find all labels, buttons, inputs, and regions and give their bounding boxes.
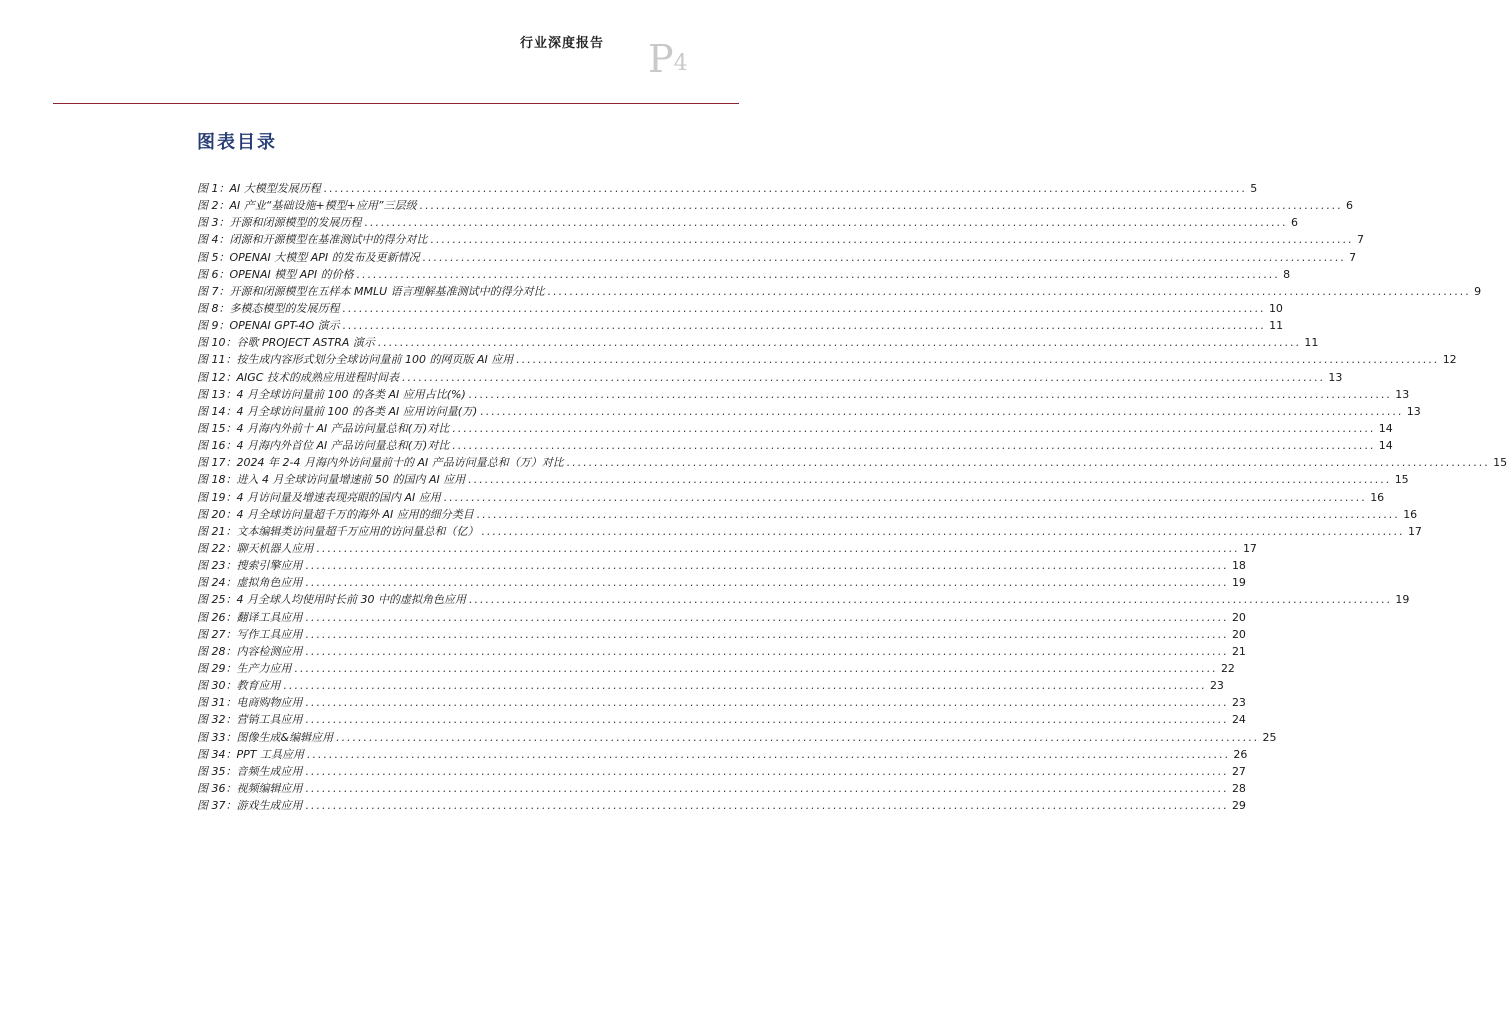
toc-entry-page: 24 [1231,713,1246,727]
toc-leader-dots [306,628,1229,641]
toc-leader-dots [431,233,1354,246]
toc-leader-dots [307,748,1230,761]
toc-entry[interactable] [197,763,1246,780]
toc-entry-label: 图 35：音频生成应用 [197,764,303,778]
toc-leader-dots [336,731,1259,744]
toc-leader-dots [324,182,1247,195]
toc-title: 图表目录 [197,132,277,153]
toc-entry[interactable] [197,489,1385,506]
toc-entry-label: 图 18：进入 4 月全球访问量增速前 50 的国内 AI 应用 [197,473,466,487]
toc-entry[interactable] [197,249,1357,266]
toc-entry-label: 图 27：写作工具应用 [197,627,303,641]
report-type-label: 行业深度报告 [520,36,605,51]
toc-entry-page: 16 [1403,507,1418,521]
toc-entry[interactable] [197,557,1246,574]
toc-leader-dots [306,611,1229,624]
toc-leader-dots [469,388,1392,401]
toc-entry-label: 图 21：文本编辑类访问量超千万应用的访问量总和（亿） [197,524,479,538]
toc-leader-dots [567,456,1490,469]
toc-leader-dots [548,285,1471,298]
toc-entry-page: 13 [1406,404,1421,418]
toc-entry-label: 图 37：游戏生成应用 [197,799,303,813]
toc-entry-page: 18 [1231,559,1246,573]
toc-entry[interactable] [197,437,1393,454]
toc-leader-dots [452,439,1375,452]
toc-entry-page: 9 [1474,284,1482,298]
toc-entry-label: 图 8：多模态模型的发展历程 [197,301,340,315]
toc-entry[interactable] [197,386,1410,403]
toc-entry-page: 19 [1395,593,1410,607]
toc-entry-page: 10 [1268,301,1283,315]
toc-entry-page: 28 [1231,781,1246,795]
toc-entry-page: 29 [1231,799,1246,813]
toc-leader-dots [306,799,1229,812]
toc-entry[interactable] [197,231,1364,248]
toc-entry[interactable] [197,454,1507,471]
toc-leader-dots [357,268,1280,281]
toc-entry-page: 26 [1233,747,1248,761]
toc-leader-dots [306,713,1229,726]
toc-entry-page: 12 [1442,353,1457,367]
toc-entry-page: 20 [1231,627,1246,641]
toc-leader-dots [402,371,1325,384]
toc-entry-label: 图 5：OPENAI 大模型 API 的发布及更新情况 [197,250,420,264]
toc-leader-dots [306,696,1229,709]
toc-entry[interactable] [197,214,1298,231]
toc-entry[interactable] [197,300,1283,317]
toc-leader-dots [284,679,1207,692]
toc-entry-label: 图 14：4 月全球访问量前 100 的各类 AI 应用访问量(万) [197,404,478,418]
toc-entry-page: 7 [1349,250,1357,264]
toc-entry[interactable] [197,780,1246,797]
toc-entry-label: 图 36：视频编辑应用 [197,781,303,795]
toc-entry[interactable] [197,711,1246,728]
toc-entry[interactable] [197,677,1224,694]
toc-entry[interactable] [197,746,1248,763]
toc-entry[interactable] [197,729,1277,746]
toc-entry-page: 19 [1231,576,1246,590]
toc-entry-page: 6 [1346,199,1354,213]
toc-entry-label: 图 28：内容检测应用 [197,644,303,658]
toc-leader-dots [306,576,1229,589]
toc-entry-page: 8 [1283,267,1291,281]
toc-entry[interactable] [197,420,1393,437]
toc-entry-label: 图 15：4 月海内外前十 AI 产品访问量总和(万)对比 [197,421,450,435]
toc-entry-page: 15 [1394,473,1409,487]
toc-entry-label: 图 6：OPENAI 模型 API 的价格 [197,267,354,281]
toc-entry[interactable] [197,506,1418,523]
toc-entry-label: 图 10：谷歌 PROJECT ASTRA 演示 [197,336,375,350]
toc-entry-page: 16 [1370,490,1385,504]
toc-entry-label: 图 26：翻译工具应用 [197,610,303,624]
toc-entry-label: 图 16：4 月海内外首位 AI 产品访问量总和(万)对比 [197,439,450,453]
toc-entry-page: 17 [1242,541,1257,555]
toc-entry-label: 图 3：开源和闭源模型的发展历程 [197,216,362,230]
toc-entry[interactable] [197,694,1246,711]
toc-entry-label: 图 25：4 月全球人均使用时长前 30 中的虚拟角色应用 [197,593,466,607]
toc-entry-label: 图 2：AI 产业“基础设施+模型+应用”三层级 [197,199,417,213]
toc-entry-label: 图 32：营销工具应用 [197,713,303,727]
toc-leader-dots [306,559,1229,572]
toc-entry[interactable] [197,660,1235,677]
toc-entry-page: 25 [1262,730,1277,744]
toc-leader-dots [516,353,1439,366]
toc-entry[interactable] [197,369,1343,386]
toc-leader-dots [468,473,1391,486]
toc-leader-dots [444,491,1367,504]
toc-list [197,180,1507,814]
toc-leader-dots [306,765,1229,778]
toc-entry-label: 图 4：闭源和开源模型在基准测试中的得分对比 [197,233,428,247]
page-prefix: P [648,37,674,81]
toc-entry-label: 图 9：OPENAI GPT-4O 演示 [197,319,340,333]
toc-entry[interactable] [197,797,1246,814]
toc-entry-page: 14 [1378,439,1393,453]
toc-entry-label: 图 17：2024 年 2-4 月海内外访问量前十的 AI 产品访问量总和（万）对比 [197,456,564,470]
toc-entry-page: 21 [1231,644,1246,658]
toc-entry[interactable] [197,197,1354,214]
toc-leader-dots [365,216,1288,229]
toc-leader-dots [306,782,1229,795]
toc-entry[interactable] [197,643,1246,660]
toc-entry[interactable] [197,540,1257,557]
toc-entry-label: 图 20：4 月全球访问量超千万的海外 AI 应用的细分类目 [197,507,474,521]
toc-entry[interactable] [197,266,1291,283]
toc-leader-dots [469,593,1392,606]
toc-entry-page: 5 [1250,182,1258,195]
toc-entry[interactable] [197,317,1284,334]
toc-entry-page: 27 [1231,764,1246,778]
toc-entry-label: 图 23：搜索引擎应用 [197,559,303,573]
toc-entry[interactable] [197,574,1246,591]
toc-leader-dots [423,251,1346,264]
toc-leader-dots [480,405,1403,418]
toc-entry-page: 7 [1356,233,1364,247]
toc-entry-page: 22 [1220,661,1235,675]
header-divider [53,103,739,104]
toc-entry-label: 图 12：AIGC 技术的成熟应用进程时间表 [197,370,399,384]
toc-entry[interactable] [197,591,1410,608]
toc-leader-dots [482,525,1405,538]
toc-entry[interactable] [197,403,1421,420]
toc-entry-label: 图 24：虚拟角色应用 [197,576,303,590]
toc-entry-page: 6 [1290,216,1298,230]
toc-entry[interactable] [197,351,1457,368]
toc-entry[interactable] [197,334,1319,351]
toc-entry-label: 图 31：电商购物应用 [197,696,303,710]
toc-entry-page: 23 [1231,696,1246,710]
toc-entry-page: 11 [1304,336,1319,350]
toc-entry-label: 图 13：4 月全球访问量前 100 的各类 AI 应用占比(%) [197,387,466,401]
toc-entry-label: 图 1：AI 大模型发展历程 [197,182,321,195]
toc-leader-dots [378,336,1301,349]
toc-entry-label: 图 29：生产力应用 [197,661,292,675]
toc-entry-label: 图 33：图像生成&编辑应用 [197,730,334,744]
toc-entry-label: 图 22：聊天机器人应用 [197,541,314,555]
toc-entry-page: 15 [1493,456,1507,470]
toc-entry[interactable] [197,626,1246,643]
toc-leader-dots [420,199,1343,212]
toc-entry-page: 13 [1328,370,1343,384]
toc-entry-label: 图 34：PPT 工具应用 [197,747,304,761]
toc-entry-label: 图 30：教育应用 [197,679,281,693]
toc-entry-page: 17 [1407,524,1422,538]
toc-entry[interactable] [197,609,1246,626]
toc-entry-page: 23 [1209,679,1224,693]
toc-entry[interactable] [197,523,1422,540]
toc-entry-page: 13 [1395,387,1410,401]
toc-leader-dots [452,422,1375,435]
toc-entry-label: 图 7：开源和闭源模型在五样本 MMLU 语言理解基准测试中的得分对比 [197,284,545,298]
toc-entry[interactable] [197,283,1482,300]
toc-entry-page: 11 [1269,319,1284,333]
page-number: 4 [673,51,688,76]
toc-leader-dots [306,645,1229,658]
toc-leader-dots [477,508,1400,521]
toc-entry[interactable] [197,180,1258,197]
toc-leader-dots [343,319,1266,332]
toc-entry-page: 20 [1231,610,1246,624]
toc-leader-dots [317,542,1240,555]
toc-leader-dots [343,302,1266,315]
toc-entry-label: 图 11：按生成内容形式划分全球访问量前 100 的网页版 AI 应用 [197,353,514,367]
toc-entry-label: 图 19：4 月访问量及增速表现亮眼的国内 AI 应用 [197,490,441,504]
page-number-mark [648,37,688,81]
toc-leader-dots [295,662,1218,675]
toc-entry[interactable] [197,471,1409,488]
toc-entry-page: 14 [1378,421,1393,435]
